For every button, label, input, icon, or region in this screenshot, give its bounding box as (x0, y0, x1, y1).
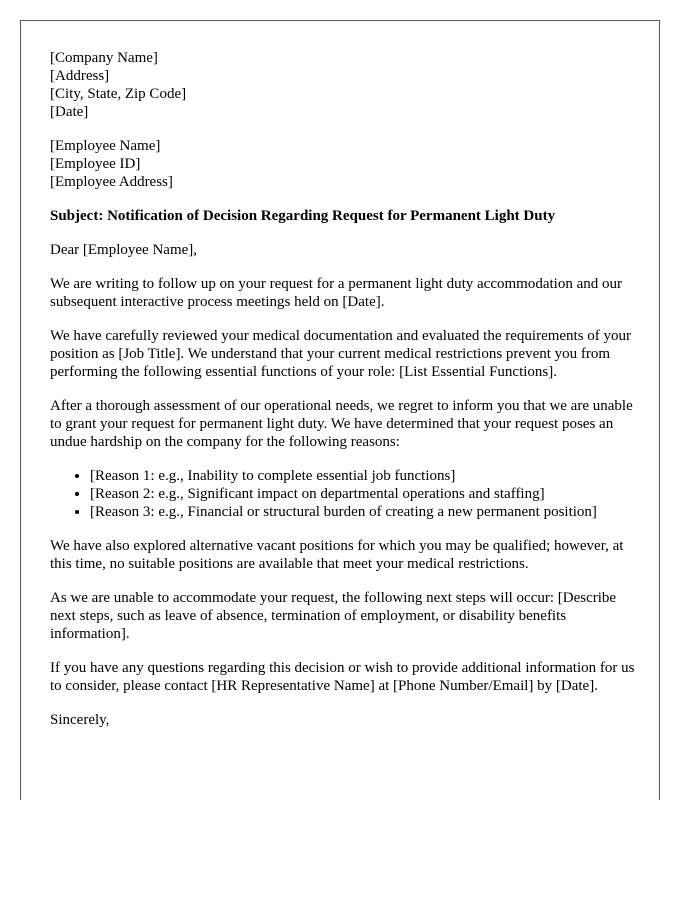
sender-block (50, 49, 640, 121)
employee-address: [Employee Address] (50, 174, 173, 190)
paragraph-review: We have carefully reviewed your medical documentation and evaluated the requirements of your position as [Job Title]. We understand that your current medical restrictions prevent you from performing the following essential functions of your role: [List Essential Functions]. (50, 328, 632, 380)
paragraph-alternatives: We have also explored alternative vacant positions for which you may be qualified; however, at this time, no suitable positions are available that meet your medical restrictions. (50, 538, 624, 572)
company-city-state-zip: [City, State, Zip Code] (50, 86, 187, 102)
list-item: • [Reason 2: e.g., Significant impact on departmental operations and staffing] (90, 485, 640, 503)
reasons-list (50, 467, 640, 521)
salutation: Dear [Employee Name], (50, 242, 198, 258)
list-item: • [Reason 3: e.g., Financial or structural burden of creating a new permanent position] (90, 503, 640, 521)
employee-id: [Employee ID] (50, 156, 141, 172)
company-name: [Company Name] (50, 50, 158, 66)
list-item: • [Reason 1: e.g., Inability to complete essential job functions] (90, 467, 640, 485)
recipient-block (50, 137, 640, 191)
paragraph-next-steps: As we are unable to accommodate your request, the following next steps will occur: [Describe next steps, such as leave of absence, termination of employment, or disability benefits information]. (50, 590, 617, 642)
letter-body (50, 49, 640, 729)
letter-frame (20, 20, 660, 800)
employee-name: [Employee Name] (50, 138, 161, 154)
paragraph-contact: If you have any questions regarding this decision or wish to provide additional information for us to consider, please contact [HR Representative Name] at [Phone Number/Email] by [Date]. (50, 660, 635, 694)
company-address: [Address] (50, 68, 110, 84)
closing: Sincerely, (50, 712, 110, 728)
letter-date: [Date] (50, 104, 89, 120)
paragraph-follow-up: We are writing to follow up on your request for a permanent light duty accommodation and our subsequent interactive process meetings held on [Date]. (50, 276, 622, 310)
paragraph-assessment: After a thorough assessment of our operational needs, we regret to inform you that we are unable to grant your request for permanent light duty. We have determined that your request poses an undue hardship on the company for the following reasons: (50, 398, 633, 450)
subject-line: Subject: Notification of Decision Regarding Request for Permanent Light Duty (50, 208, 556, 224)
